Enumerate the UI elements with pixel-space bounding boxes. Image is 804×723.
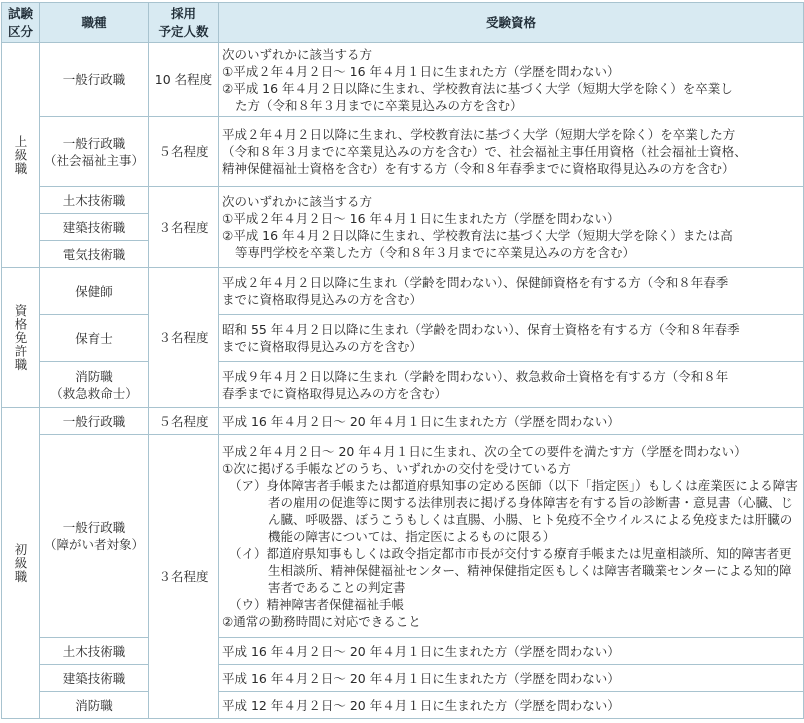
count-cell: 10 名程度: [149, 43, 219, 117]
header-planned-count: 採用 予定人数: [149, 3, 219, 43]
job-cell: 一般行政職 （障がい者対象）: [40, 435, 149, 638]
table-row: [2, 43, 804, 117]
count-cell: ３名程度: [149, 268, 219, 408]
job-cell: 保育士: [40, 315, 149, 362]
table-row: [2, 638, 804, 665]
job-cell: 土木技術職: [40, 638, 149, 665]
qualification-cell: 平成 16 年４月２日～ 20 年４月１日に生まれた方（学歴を問わない）: [219, 665, 804, 692]
job-cell: 建築技術職: [40, 214, 149, 241]
section-junior: 初級職: [2, 408, 40, 719]
qualification-cell: 平成２年４月２日以降に生まれ（学齢を問わない）、保健師資格を有する方（令和８年春季 までに資格取得見込みの方を含む）: [219, 268, 804, 315]
table-row: [2, 117, 804, 187]
recruitment-table: [1, 2, 804, 719]
job-cell: 一般行政職 （社会福祉主事）: [40, 117, 149, 187]
table-row: [2, 692, 804, 719]
job-cell: 一般行政職: [40, 408, 149, 435]
table-row: [2, 362, 804, 408]
job-cell: 消防職: [40, 692, 149, 719]
job-cell: 建築技術職: [40, 665, 149, 692]
qualification-cell: 平成 12 年４月２日～ 20 年４月１日に生まれた方（学歴を問わない）: [219, 692, 804, 719]
count-cell: ５名程度: [149, 117, 219, 187]
section-license: 資格免許職: [2, 268, 40, 408]
header-job-type: 職種: [40, 3, 149, 43]
qualification-cell: 平成 16 年４月２日～ 20 年４月１日に生まれた方（学歴を問わない）: [219, 638, 804, 665]
count-cell: ３名程度: [149, 187, 219, 268]
qualification-cell: 平成９年４月２日以降に生まれ（学齢を問わない）、救急救命士資格を有する方（令和８年 春季までに資格取得見込みの方を含む）: [219, 362, 804, 408]
job-cell: 保健師: [40, 268, 149, 315]
header-qualification: 受験資格: [219, 3, 804, 43]
table-header-row: [2, 3, 804, 43]
count-cell: ５名程度: [149, 408, 219, 435]
job-cell: 消防職 （救急救命士）: [40, 362, 149, 408]
qualification-cell: 平成２年４月２日～ 20 年４月１日に生まれ、次の全ての要件を満たす方（学歴を問わない） ①次に掲げる手帳などのうち、いずれかの交付を受けている方 （ア）身体障害者手帳または都道府県知事の定める医師（以下「指定医」）もしくは産業医による障害者の雇用の促進等に関する法律別表に掲げる身体障害を有する旨の診断書・意見書（心臓、じん臓、呼吸器、ぼうこうもしくは直腸、小腸、ヒト免疫不全ウイルスによる免疫または肝臓の機能の障害については、指定医によるものに限る） （イ）都道府県知事もしくは政令指定都市市長が交付する療育手帳または児童相談所、知的障害者更生相談所、精神保健福祉センター、精神保健指定医もしくは障害者職業センターによる知的障害者であることの判定書 （ウ）精神障害者保健福祉手帳 ②通常の勤務時間に対応できること: [219, 435, 804, 638]
qualification-cell: 平成 16 年４月２日～ 20 年４月１日に生まれた方（学歴を問わない）: [219, 408, 804, 435]
section-upper: 上級職: [2, 43, 40, 268]
job-cell: 一般行政職: [40, 43, 149, 117]
table-row: [2, 435, 804, 638]
qualification-cell: 昭和 55 年４月２日以降に生まれ（学齢を問わない）、保育士資格を有する方（令和８年春季 までに資格取得見込みの方を含む）: [219, 315, 804, 362]
table-row: [2, 408, 804, 435]
table-row: [2, 187, 804, 214]
job-cell: 電気技術職: [40, 241, 149, 268]
table-row: [2, 665, 804, 692]
header-exam-category: 試験 区分: [2, 3, 40, 43]
qualification-cell: 平成２年４月２日以降に生まれ、学校教育法に基づく大学（短期大学を除く）を卒業した方 （令和８年３月までに卒業見込みの方を含む）で、社会福祉主事任用資格（社会福祉士資格、 精神保健福祉士資格を含む）を有する方（令和８年春季までに資格取得見込みの方を含む）: [219, 117, 804, 187]
qualification-cell: 次のいずれかに該当する方 ①平成２年４月２日～ 16 年４月１日に生まれた方（学歴を問わない） ②平成 16 年４月２日以降に生まれ、学校教育法に基づく大学（短期大学を除く）または高 等専門学校を卒業した方（令和８年３月までに卒業見込みの方を含む）: [219, 187, 804, 268]
table-row: [2, 315, 804, 362]
count-cell: ３名程度: [149, 435, 219, 719]
qualification-cell: 次のいずれかに該当する方 ①平成２年４月２日～ 16 年４月１日に生まれた方（学歴を問わない） ②平成 16 年４月２日以降に生まれ、学校教育法に基づく大学（短期大学を除く）を卒業し た方（令和８年３月までに卒業見込みの方を含む）: [219, 43, 804, 117]
table-row: [2, 268, 804, 315]
job-cell: 土木技術職: [40, 187, 149, 214]
